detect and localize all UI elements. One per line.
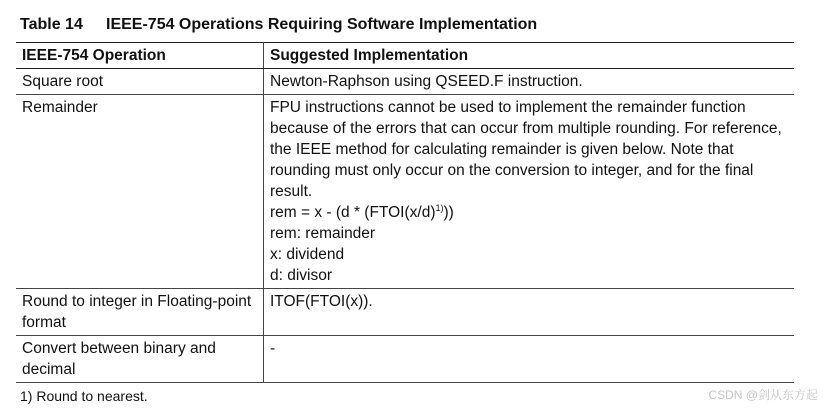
operation-cell: Square root	[16, 69, 264, 95]
table-row	[16, 289, 794, 336]
implementation-cell: Newton-Raphson using QSEED.F instruction.	[264, 69, 795, 95]
operation-cell: Remainder	[16, 95, 264, 289]
table-row	[16, 336, 794, 383]
formula-suffix: ))	[443, 204, 454, 221]
header-operation: IEEE-754 Operation	[16, 43, 264, 69]
ieee-operations-table	[16, 42, 794, 383]
table-number: Table 14	[20, 16, 83, 33]
variable-definition: x: dividend	[270, 246, 345, 263]
footnote-reference: 1)	[435, 202, 444, 213]
operation-cell: Convert between binary and decimal	[16, 336, 264, 383]
variable-definition: d: divisor	[270, 267, 333, 284]
operation-cell: Round to integer in Floating-point format	[16, 289, 264, 336]
formula-prefix: rem = x - (d * (FTOI(x/d)	[270, 204, 436, 221]
implementation-cell	[264, 95, 795, 289]
variable-definition: rem: remainder	[270, 225, 376, 242]
table-row	[16, 69, 794, 95]
header-row	[16, 43, 794, 69]
implementation-cell: -	[264, 336, 795, 383]
implementation-cell: ITOF(FTOI(x)).	[264, 289, 795, 336]
table-title: IEEE-754 Operations Requiring Software Implementation	[106, 16, 538, 33]
header-implementation: Suggested Implementation	[264, 43, 795, 69]
table-caption	[20, 16, 537, 34]
remainder-description: FPU instructions cannot be used to implement the remainder function because of the errors that can occur from multiple rounding. For reference, the IEEE method for calculating remainder is given below. Note that rounding must only occur on the conversion to integer, and for the final result.	[270, 99, 782, 200]
remainder-formula	[270, 202, 788, 223]
watermark: CSDN @剑从东方起	[708, 388, 818, 402]
table-row	[16, 95, 794, 289]
footnote: 1) Round to nearest.	[20, 388, 148, 404]
